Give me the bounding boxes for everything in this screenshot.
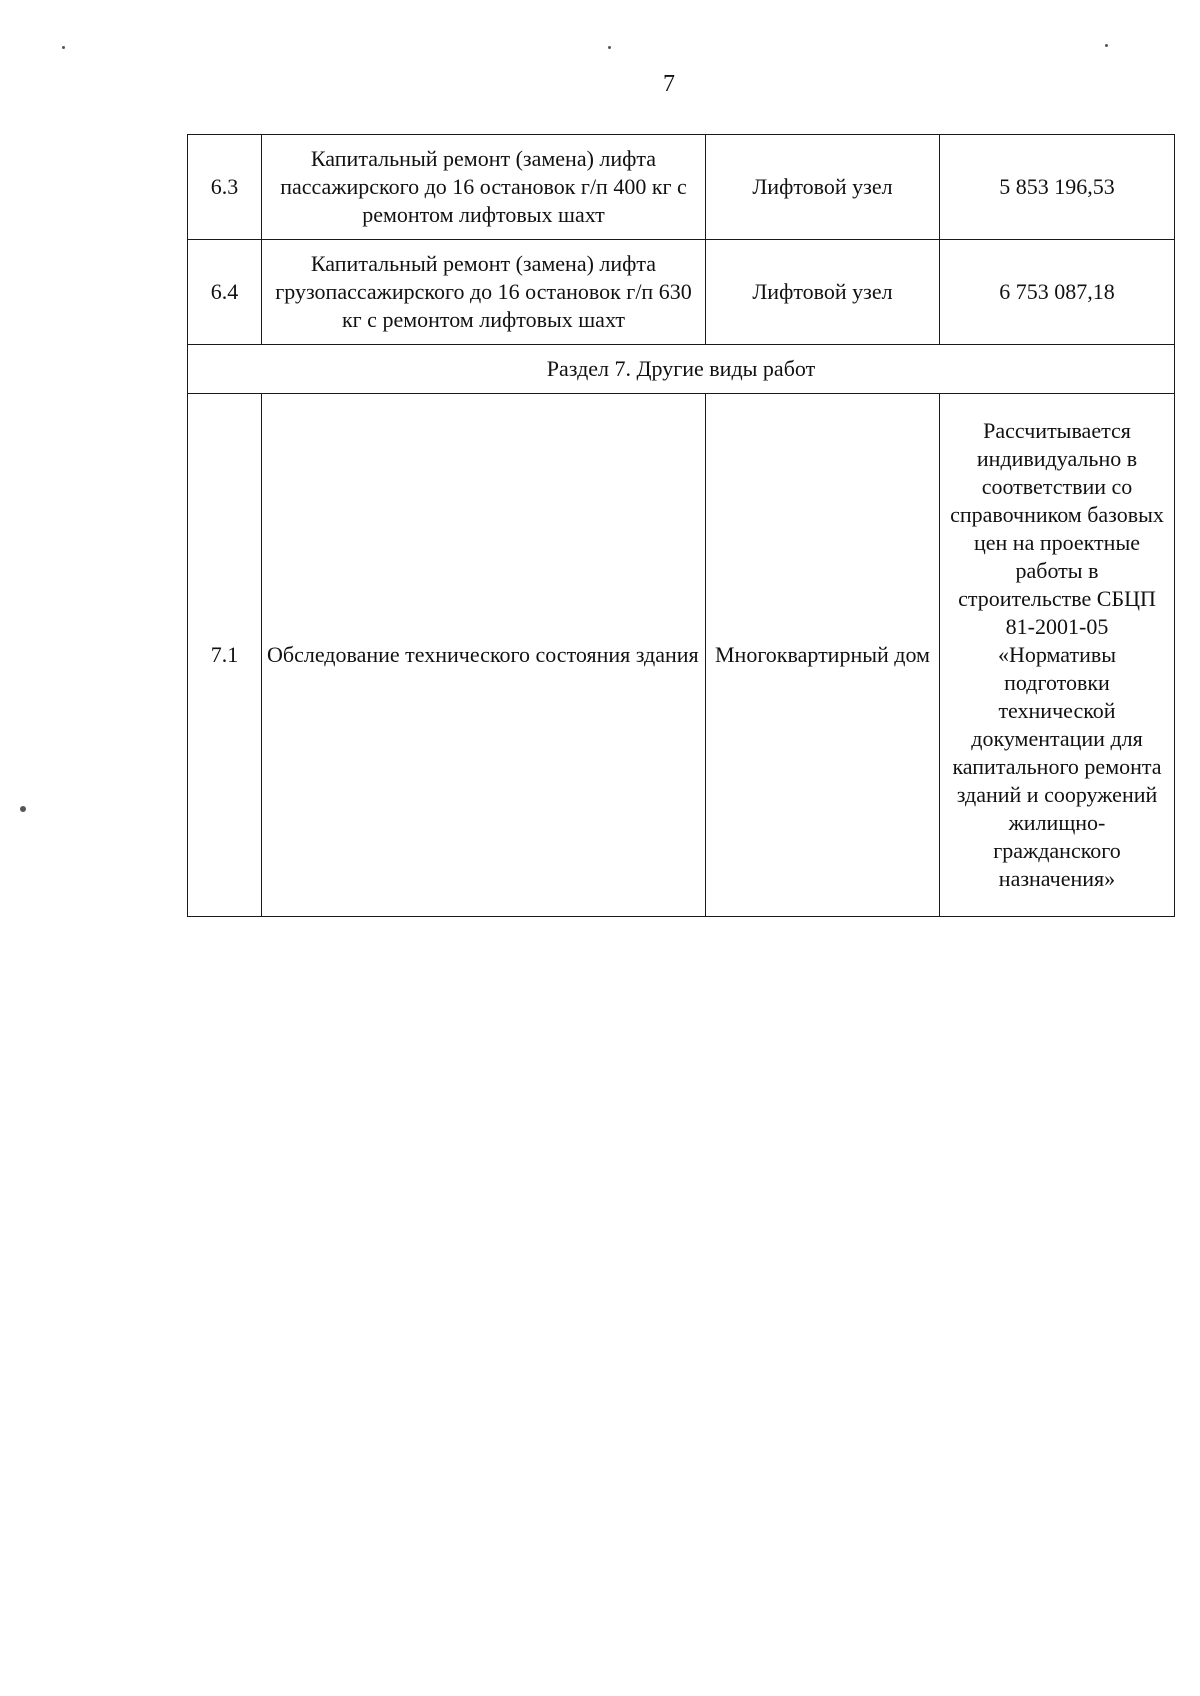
work-description: Обследование технического состояния здания [262, 394, 706, 917]
scan-mark [1105, 44, 1108, 47]
scan-mark [62, 46, 65, 49]
cost-calculation-note: Рассчитывается индивидуально в соответствии со справочником базовых цен на проектные работы в строительстве СБЦП 81-2001-05 «Нормативы подготовки технической документации для капитального ремонта зданий и сооружений жилищно-гражданского назначения» [950, 418, 1164, 891]
cost-note [940, 394, 1175, 917]
section-title: Раздел 7. Другие виды работ [188, 345, 1175, 394]
table-row [188, 394, 1175, 917]
cost-value: 6 753 087,18 [940, 240, 1175, 345]
work-description: Капитальный ремонт (замена) лифта пассажирского до 16 остановок г/п 400 кг с ремонтом лифтовых шахт [262, 135, 706, 240]
page-number: 7 [663, 71, 675, 97]
section-header-row [188, 345, 1175, 394]
table-row [188, 240, 1175, 345]
measure-unit: Многоквартирный дом [706, 394, 940, 917]
table-row [188, 135, 1175, 240]
measure-unit: Лифтовой узел [706, 135, 940, 240]
row-number: 6.3 [188, 135, 262, 240]
row-number: 6.4 [188, 240, 262, 345]
scan-mark [608, 46, 611, 49]
measure-unit: Лифтовой узел [706, 240, 940, 345]
scan-mark [20, 806, 26, 812]
row-number: 7.1 [188, 394, 262, 917]
cost-value: 5 853 196,53 [940, 135, 1175, 240]
work-description: Капитальный ремонт (замена) лифта грузопассажирского до 16 остановок г/п 630 кг с ремонтом лифтовых шахт [262, 240, 706, 345]
work-cost-table [187, 134, 1175, 917]
